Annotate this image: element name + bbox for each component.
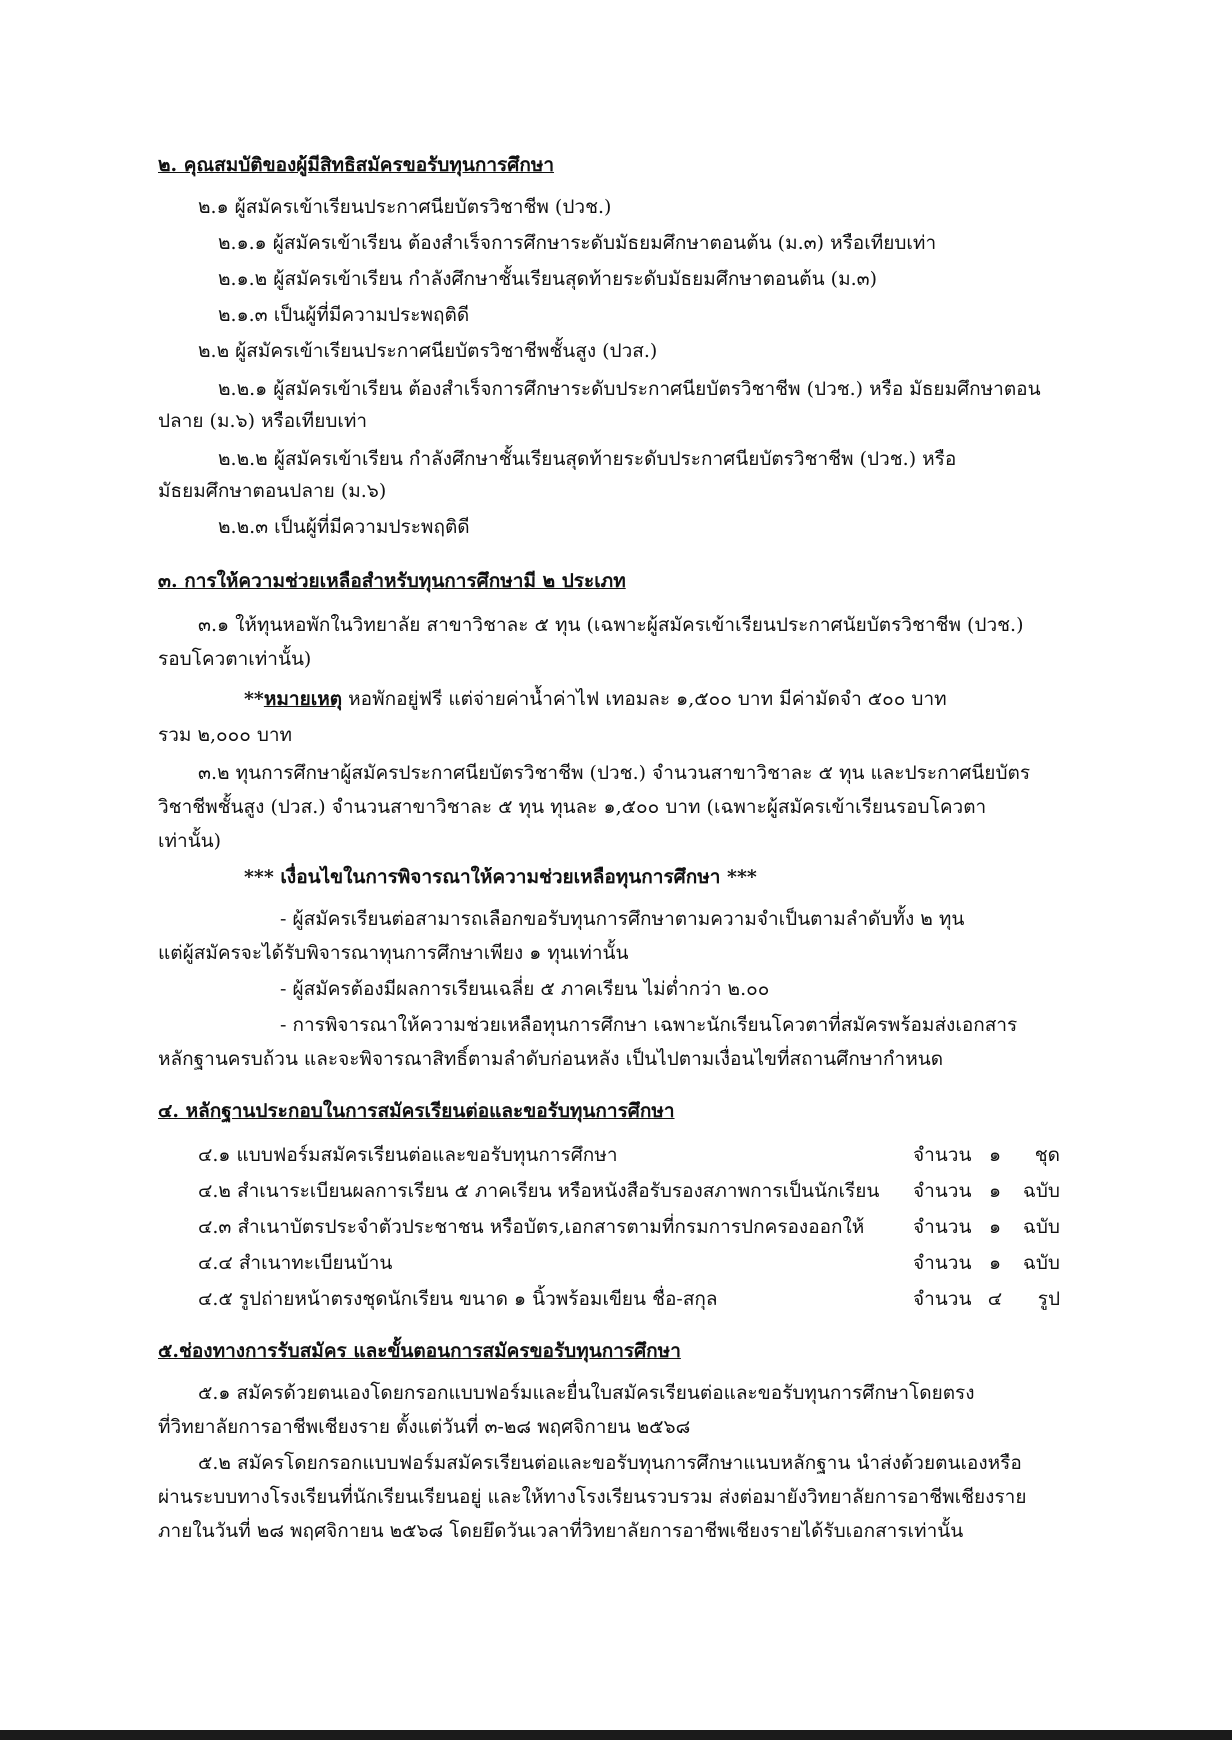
section-3-note [244, 684, 947, 714]
document-item: ๔.๔ สำเนาทะเบียนบ้าน [198, 1252, 393, 1274]
section-5-2-cont-2: ภายในวันที่ ๒๘ พฤศจิกายน ๒๕๖๘ โดยยึดวันเวลาที่วิทยาลัยการอาชีพเชียงรายได้รับเอกสารเท่านั้น [158, 1520, 964, 1542]
section-3-note-cont: รวม ๒,๐๐๐ บาท [158, 724, 293, 746]
document-item-quantity [913, 1284, 1060, 1314]
section-2-2-1-cont: ปลาย (ม.๖) หรือเทียบเท่า [158, 410, 368, 432]
quantity-label: จำนวน [913, 1252, 972, 1274]
quantity-unit: รูป [1037, 1288, 1060, 1310]
section-5-2: ๕.๒ สมัครโดยกรอกแบบฟอร์มสมัครเรียนต่อและขอรับทุนการศึกษาแนบหลักฐาน นำส่งด้วยตนเองหรือ [198, 1452, 1022, 1474]
document-item: ๔.๕ รูปถ่ายหน้าตรงชุดนักเรียน ขนาด ๑ นิ้วพร้อมเขียน ชื่อ-สกุล [198, 1288, 718, 1310]
condition-2: - ผู้สมัครต้องมีผลการเรียนเฉลี่ย ๕ ภาคเรียน ไม่ต่ำกว่า ๒.๐๐ [280, 978, 770, 1000]
section-3-2-cont-1: วิชาชีพชั้นสูง (ปวส.) จำนวนสาขาวิชาละ ๕ ทุน ทุนละ ๑,๕๐๐ บาท (เฉพาะผู้สมัครเข้าเรียนรอบโควตา [158, 796, 987, 818]
note-text: หอพักอยู่ฟรี แต่จ่ายค่าน้ำค่าไฟ เทอมละ ๑,๕๐๐ บาท มีค่ามัดจำ ๕๐๐ บาท [342, 688, 947, 710]
section-3-heading: ๓. การให้ความช่วยเหลือสำหรับทุนการศึกษามี ๒ ประเภท [158, 570, 626, 592]
quantity-number: ๑ [988, 1252, 1002, 1274]
quantity-label: จำนวน [913, 1144, 972, 1166]
quantity-label: จำนวน [913, 1288, 972, 1310]
section-2-2-3: ๒.๒.๓ เป็นผู้ที่มีความประพฤติดี [218, 516, 470, 538]
quantity-label: จำนวน [913, 1180, 972, 1202]
quantity-number: ๔ [987, 1288, 1003, 1310]
condition-3: - การพิจารณาให้ความช่วยเหลือทุนการศึกษา เฉพาะนักเรียนโควตาที่สมัครพร้อมส่งเอกสาร [280, 1014, 1018, 1036]
quantity-number: ๑ [988, 1144, 1002, 1166]
conditions-heading: *** เงื่อนไขในการพิจารณาให้ความช่วยเหลือทุนการศึกษา *** [244, 866, 757, 888]
condition-3-cont: หลักฐานครบถ้วน และจะพิจารณาสิทธิ์ตามลำดับก่อนหลัง เป็นไปตามเงื่อนไขที่สถานศึกษากำหนด [158, 1048, 944, 1070]
section-2-1: ๒.๑ ผู้สมัครเข้าเรียนประกาศนียบัตรวิชาชีพ (ปวช.) [198, 196, 612, 218]
section-5-2-cont-1: ผ่านระบบทางโรงเรียนที่นักเรียนเรียนอยู่ และให้ทางโรงเรียนรวบรวม ส่งต่อมายังวิทยาลัยการอาชีพเชียงราย [158, 1486, 1027, 1508]
condition-1-cont: แต่ผู้สมัครจะได้รับพิจารณาทุนการศึกษาเพียง ๑ ทุนเท่านั้น [158, 942, 629, 964]
section-3-1-cont: รอบโควตาเท่านั้น) [158, 648, 312, 670]
document-item: ๔.๓ สำเนาบัตรประจำตัวประชาชน หรือบัตร,เอกสารตามที่กรมการปกครองออกให้ [198, 1216, 865, 1238]
quantity-unit: ชุด [1034, 1144, 1060, 1166]
quantity-number: ๑ [988, 1180, 1002, 1202]
section-2-2-1: ๒.๒.๑ ผู้สมัครเข้าเรียน ต้องสำเร็จการศึกษาระดับประกาศนียบัตรวิชาชีพ (ปวช.) หรือ มัธยมศึกษาตอน [218, 378, 1041, 400]
quantity-label: จำนวน [913, 1216, 972, 1238]
section-5-1: ๕.๑ สมัครด้วยตนเองโดยกรอกแบบฟอร์มและยื่นใบสมัครเรียนต่อและขอรับทุนการศึกษาโดยตรง [198, 1382, 975, 1404]
section-2-1-2: ๒.๑.๒ ผู้สมัครเข้าเรียน กำลังศึกษาชั้นเรียนสุดท้ายระดับมัธยมศึกษาตอนต้น (ม.๓) [218, 268, 878, 290]
quantity-unit: ฉบับ [1022, 1180, 1060, 1202]
document-item-quantity [913, 1212, 1060, 1242]
document-item-quantity [913, 1176, 1060, 1206]
condition-1: - ผู้สมัครเรียนต่อสามารถเลือกขอรับทุนการศึกษาตามความจำเป็นตามลำดับทั้ง ๒ ทุน [280, 908, 965, 930]
section-2-2-2-cont: มัธยมศึกษาตอนปลาย (ม.๖) [158, 480, 387, 502]
quantity-unit: ฉบับ [1022, 1252, 1060, 1274]
section-5-heading: ๕.ช่องทางการรับสมัคร และขั้นตอนการสมัครขอรับทุนการศึกษา [158, 1340, 681, 1362]
section-3-1: ๓.๑ ให้ทุนหอพักในวิทยาลัย สาขาวิชาละ ๕ ทุน (เฉพาะผู้สมัครเข้าเรียนประกาศนัยบัตรวิชาชีพ (ปวช.) [198, 614, 1024, 636]
document-item: ๔.๑ แบบฟอร์มสมัครเรียนต่อและขอรับทุนการศึกษา [198, 1144, 618, 1166]
section-2-1-3: ๒.๑.๓ เป็นผู้ที่มีความประพฤติดี [218, 304, 470, 326]
section-3-2-cont-2: เท่านั้น) [158, 830, 222, 852]
document-item-quantity [913, 1140, 1060, 1170]
quantity-unit: ฉบับ [1022, 1216, 1060, 1238]
section-4-heading: ๔. หลักฐานประกอบในการสมัครเรียนต่อและขอรับทุนการศึกษา [158, 1100, 675, 1122]
document-item: ๔.๒ สำเนาระเบียนผลการเรียน ๕ ภาคเรียน หรือหนังสือรับรองสภาพการเป็นนักเรียน [198, 1180, 880, 1202]
section-2-2: ๒.๒ ผู้สมัครเข้าเรียนประกาศนียบัตรวิชาชีพชั้นสูง (ปวส.) [198, 340, 658, 362]
section-2-2-2: ๒.๒.๒ ผู้สมัครเข้าเรียน กำลังศึกษาชั้นเรียนสุดท้ายระดับประกาศนียบัตรวิชาชีพ (ปวช.) หรือ [218, 448, 957, 470]
note-label: หมายเหตุ [263, 688, 343, 710]
section-2-1-1: ๒.๑.๑ ผู้สมัครเข้าเรียน ต้องสำเร็จการศึกษาระดับมัธยมศึกษาตอนต้น (ม.๓) หรือเทียบเท่า [218, 232, 937, 254]
quantity-number: ๑ [988, 1216, 1002, 1238]
document-item-quantity [913, 1248, 1060, 1278]
scan-bottom-edge [0, 1730, 1232, 1740]
section-3-2: ๓.๒ ทุนการศึกษาผู้สมัครประกาศนียบัตรวิชาชีพ (ปวช.) จำนวนสาขาวิชาละ ๕ ทุน และประกาศนียบัตร [198, 762, 1031, 784]
section-5-1-cont: ที่วิทยาลัยการอาชีพเชียงราย ตั้งแต่วันที่ ๓-๒๘ พฤศจิกายน ๒๕๖๘ [158, 1416, 691, 1438]
section-2-heading: ๒. คุณสมบัติของผู้มีสิทธิสมัครขอรับทุนการศึกษา [158, 154, 555, 176]
note-stars: ** [244, 688, 264, 710]
